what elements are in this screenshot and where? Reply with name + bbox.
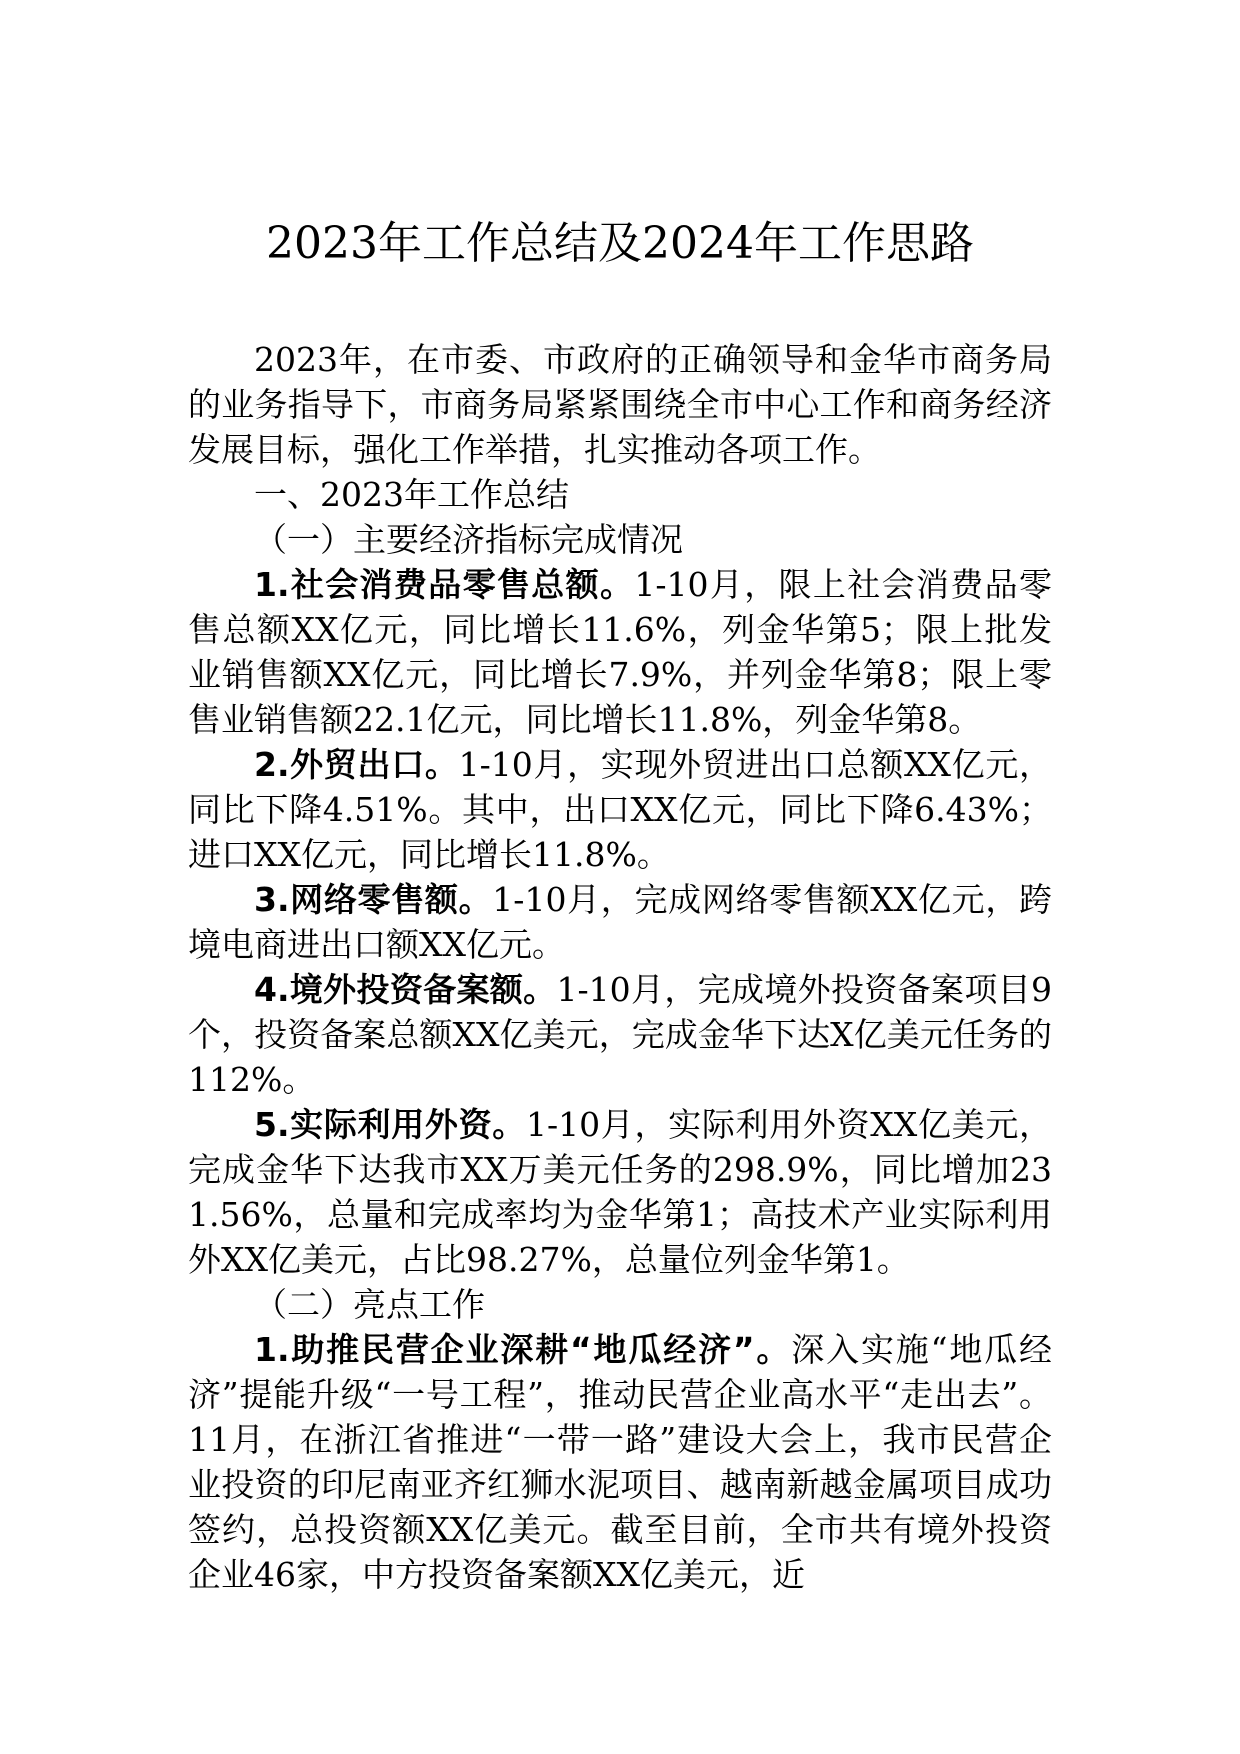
subsection-one-heading: （一）主要经济指标完成情况: [254, 520, 683, 559]
indicator-paragraph-trade: [188, 742, 1052, 877]
indicator-text: 1-10月，实现外贸进出口总额XX亿元，同比下降4.51%。其中，出口XX亿元，同比下降6.43%；进口XX亿元，同比增长11.8%。: [188, 745, 1053, 874]
indicator-paragraph-online-retail: [188, 877, 1052, 967]
indicator-lead: 4.境外投资备案额。: [254, 970, 557, 1009]
indicator-lead: 2.外贸出口。: [254, 745, 459, 784]
indicator-text: 1-10月，限上社会消费品零售总额XX亿元，同比增长11.6%，列金华第5；限上批发业销售额XX亿元，同比增长7.9%，并列金华第8；限上零售业销售额22.1亿元，同比增长11.8%，列金华第8。: [188, 565, 1053, 739]
indicator-text: 1-10月，完成境外投资备案项目9个，投资备案总额XX亿美元，完成金华下达X亿美元任务的112%。: [188, 970, 1052, 1099]
indicator-text: 1-10月，完成网络零售额XX亿元，跨境电商进出口额XX亿元。: [188, 880, 1053, 964]
indicator-paragraph-foreign-capital: [188, 1102, 1052, 1282]
highlight-paragraph: [188, 1327, 1052, 1597]
highlight-text: 深入实施“地瓜经济”提能升级“一号工程”，推动民营企业高水平“走出去”。11月，在浙江省推进“一带一路”建设大会上，我市民营企业投资的印尼南亚齐红狮水泥项目、越南新越金属项目成功签约，总投资额XX亿美元。截至目前，全市共有境外投资企业46家，中方投资备案额XX亿美元，近: [188, 1330, 1052, 1594]
document-body: [188, 337, 1052, 1597]
indicator-paragraph-retail: [188, 562, 1052, 742]
indicator-lead: 1.社会消费品零售总额。: [254, 565, 635, 604]
indicator-lead: 5.实际利用外资。: [254, 1105, 526, 1144]
indicator-lead: 3.网络零售额。: [254, 880, 493, 919]
highlight-lead: 1.助推民营企业深耕“地瓜经济”。: [254, 1330, 792, 1369]
section-one-heading: 一、2023年工作总结: [254, 475, 569, 514]
intro-paragraph: 2023年，在市委、市政府的正确领导和金华市商务局的业务指导下，市商务局紧紧围绕全市中心工作和商务经济发展目标，强化工作举措，扎实推动各项工作。: [188, 340, 1052, 469]
indicator-text: 1-10月，实际利用外资XX亿美元，完成金华下达我市XX万美元任务的298.9%，同比增加231.56%，总量和完成率均为金华第1；高技术产业实际利用外XX亿美元，占比98.27%，总量位列金华第1。: [188, 1105, 1053, 1279]
subsection-two-heading: （二）亮点工作: [254, 1285, 485, 1324]
document-title: 2023年工作总结及2024年工作思路: [266, 218, 974, 269]
indicator-paragraph-overseas-investment: [188, 967, 1052, 1102]
